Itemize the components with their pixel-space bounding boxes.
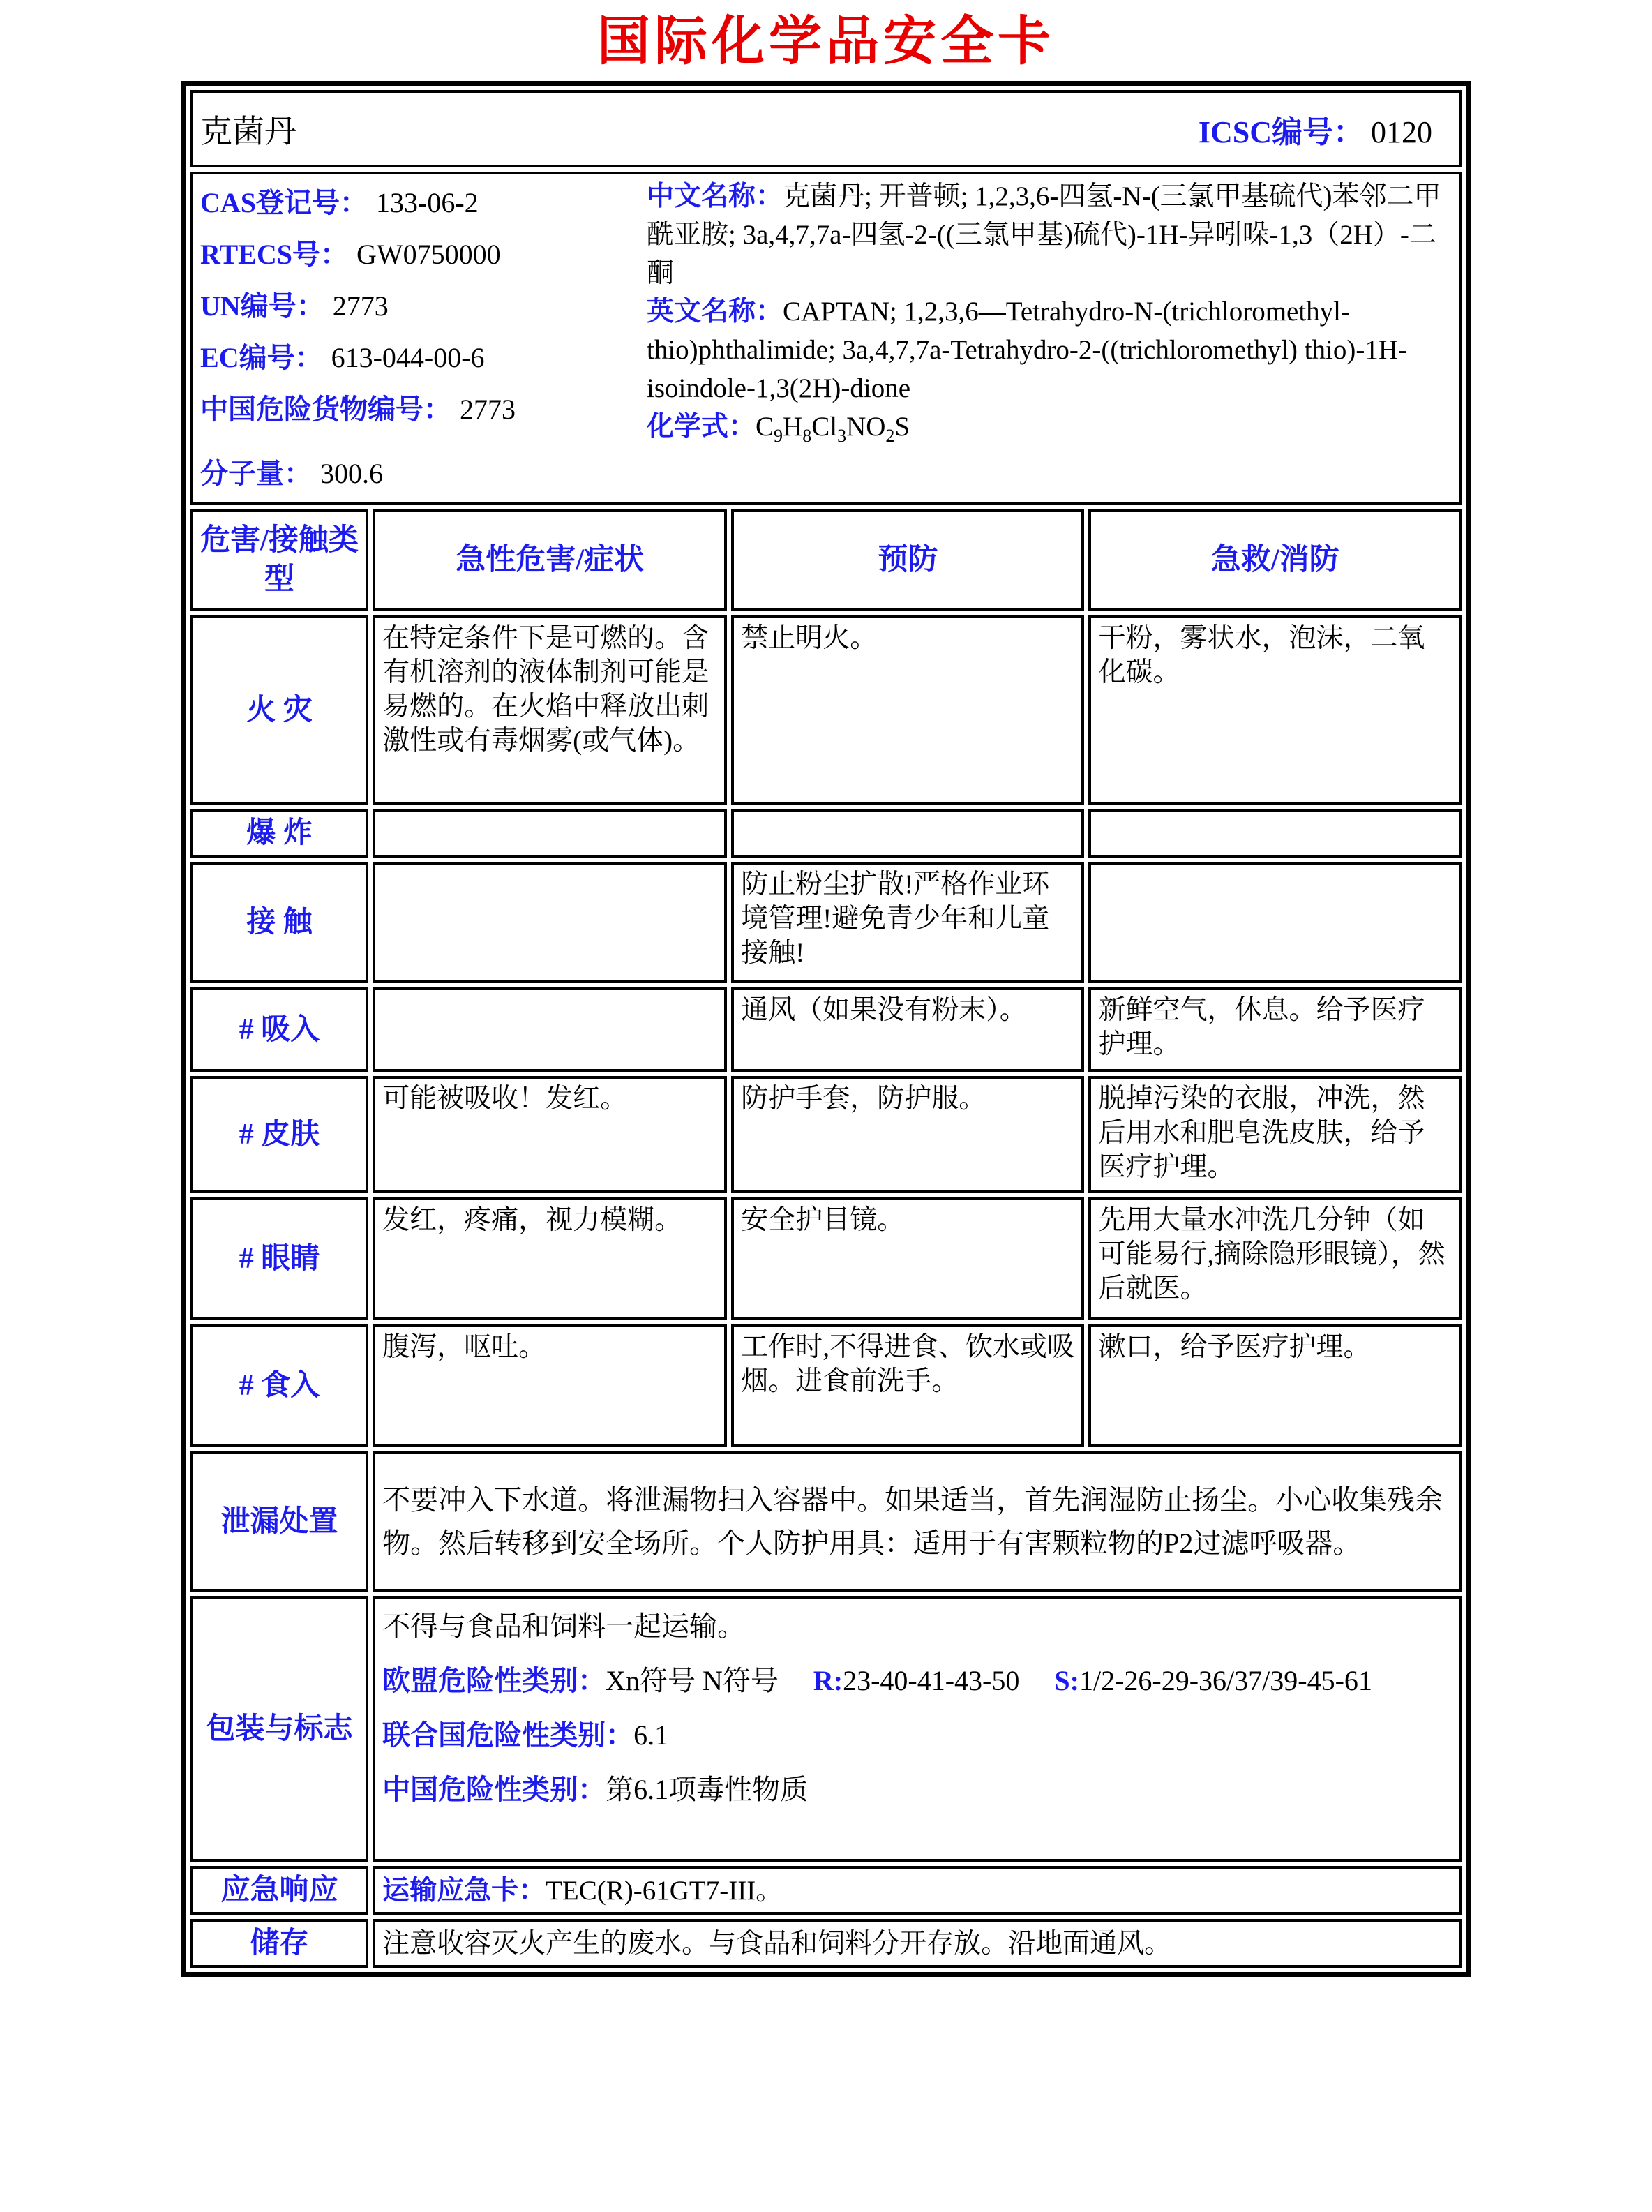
hazard-row-ingestion bbox=[190, 1324, 1462, 1447]
un-class-label: 联合国危险性类别： bbox=[382, 1719, 634, 1751]
emergency-content bbox=[373, 1866, 1462, 1915]
inhalation-symptoms bbox=[373, 987, 727, 1072]
eu-class-label: 欧盟危险性类别： bbox=[382, 1665, 606, 1696]
explosion-response bbox=[1088, 809, 1462, 858]
fire-symptoms: 在特定条件下是可燃的。含有机溶剂的液体制剂可能是易燃的。在火焰中释放出刺激性或有毒烟雾(或气体)。 bbox=[373, 615, 727, 805]
explosion-prevention bbox=[731, 809, 1084, 858]
row-label-spill: 泄漏处置 bbox=[190, 1451, 368, 1592]
skin-prevention: 防护手套，防护服。 bbox=[731, 1076, 1084, 1193]
english-name-label: 英文名称： bbox=[647, 297, 783, 327]
safety-card-table bbox=[181, 81, 1471, 1977]
info-row bbox=[190, 172, 1462, 505]
cn-class-value: 第6.1项毒性物质 bbox=[606, 1774, 809, 1805]
contact-prevention: 防止粉尘扩散!严格作业环境管理!避免青少年和儿童接触! bbox=[731, 862, 1084, 983]
s-value: 1/2-26-29-36/37/39-45-61 bbox=[1079, 1665, 1372, 1696]
chinese-name-value: 克菌丹; 开普顿; 1,2,3,6-四氢-N-(三氯甲基硫代)苯邻二甲酰亚胺; 3a,4,7,7a-四氢-2-((三氯甲基)硫代)-1H-异吲哚-1,3（2H）-二酮 bbox=[647, 181, 1441, 288]
identifier-label: 中国危险货物编号： bbox=[200, 394, 451, 425]
identifier-ec bbox=[200, 332, 647, 384]
transport-card-value: TEC(R)-61GT7-III。 bbox=[546, 1875, 783, 1906]
icsc-number bbox=[1199, 107, 1452, 151]
inhalation-response: 新鲜空气，休息。给予医疗护理。 bbox=[1088, 987, 1462, 1072]
chinese-name-label: 中文名称： bbox=[647, 181, 783, 211]
row-label-emergency: 应急响应 bbox=[190, 1866, 368, 1915]
row-label-explosion: 爆 炸 bbox=[190, 809, 368, 858]
row-label-skin: # 皮肤 bbox=[190, 1076, 368, 1193]
inhalation-prevention: 通风（如果没有粉末）。 bbox=[731, 987, 1084, 1072]
packaging-row bbox=[190, 1596, 1462, 1862]
fire-response: 干粉，雾状水，泡沫，二氧化碳。 bbox=[1088, 615, 1462, 805]
hazard-row-inhalation bbox=[190, 987, 1462, 1072]
header-prevention: 预防 bbox=[731, 509, 1084, 611]
card-header-cell bbox=[190, 90, 1462, 167]
row-label-contact: 接 触 bbox=[190, 862, 368, 983]
identifier-label: RTECS号： bbox=[200, 239, 348, 270]
eyes-symptoms: 发红，疼痛，视力模糊。 bbox=[373, 1197, 727, 1320]
hazard-row-explosion bbox=[190, 809, 1462, 858]
chinese-name-line bbox=[647, 177, 1452, 292]
transport-card-label: 运输应急卡： bbox=[382, 1875, 546, 1906]
skin-symptoms: 可能被吸收！发红。 bbox=[373, 1076, 727, 1193]
formula-line bbox=[647, 408, 1452, 455]
hazard-row-fire bbox=[190, 615, 1462, 805]
hazard-header-row bbox=[190, 509, 1462, 611]
cn-class-label: 中国危险性类别： bbox=[382, 1774, 606, 1805]
english-name-value: CAPTAN; 1,2,3,6—Tetrahydro-N-(trichloromethyl- thio)phthalimide; 3a,4,7,7a-Tetrahydro-2-((trichloromethyl) thio)-1H-isoindole-1,3(2H)-dione bbox=[647, 297, 1408, 403]
eyes-response: 先用大量水冲洗几分钟（如可能易行,摘除隐形眼镜），然后就医。 bbox=[1088, 1197, 1462, 1320]
fire-prevention: 禁止明火。 bbox=[731, 615, 1084, 805]
identifier-value: 2773 bbox=[332, 290, 389, 322]
identifier-un bbox=[200, 281, 647, 332]
identifier-label: UN编号： bbox=[200, 290, 324, 322]
row-label-eyes: # 眼睛 bbox=[190, 1197, 368, 1320]
row-label-fire: 火 灾 bbox=[190, 615, 368, 805]
icsc-value: 0120 bbox=[1371, 114, 1432, 149]
names-block bbox=[647, 177, 1452, 500]
formula-label: 化学式： bbox=[647, 412, 756, 442]
un-class-value: 6.1 bbox=[633, 1719, 669, 1751]
storage-text: 注意收容灭火产生的废水。与食品和饲料分开存放。沿地面通风。 bbox=[373, 1919, 1462, 1968]
card-header-row bbox=[190, 90, 1462, 167]
packaging-transport-line: 不得与食品和饲料一起运输。 bbox=[382, 1611, 746, 1642]
identifier-list bbox=[200, 177, 647, 500]
identifier-label: 分子量： bbox=[200, 458, 312, 489]
row-label-inhalation: # 吸入 bbox=[190, 987, 368, 1072]
row-label-ingestion: # 食入 bbox=[190, 1324, 368, 1447]
ingestion-prevention: 工作时,不得进食、饮水或吸烟。进食前洗手。 bbox=[731, 1324, 1084, 1447]
identifier-cn-dg bbox=[200, 384, 647, 435]
skin-response: 脱掉污染的衣服，冲洗，然后用水和肥皂洗皮肤，给予医疗护理。 bbox=[1088, 1076, 1462, 1193]
identifier-value: 133-06-2 bbox=[376, 187, 479, 218]
english-name-line bbox=[647, 292, 1452, 408]
packaging-content bbox=[373, 1596, 1462, 1862]
identifier-molweight bbox=[200, 448, 647, 500]
packaging-un-line bbox=[382, 1717, 1452, 1754]
chemical-formula: $C_9H_8Cl_3NO_2S$ bbox=[756, 412, 910, 446]
contact-symptoms bbox=[373, 862, 727, 983]
packaging-cn-line bbox=[382, 1772, 1452, 1808]
s-label: S: bbox=[1054, 1665, 1079, 1696]
spill-text: 不要冲入下水道。将泄漏物扫入容器中。如果适当，首先润湿防止扬尘。小心收集残余物。然后转移到安全场所。个人防护用具：适用于有害颗粒物的P2过滤呼吸器。 bbox=[373, 1451, 1462, 1592]
ingestion-symptoms: 腹泻，呕吐。 bbox=[373, 1324, 727, 1447]
row-label-packaging: 包装与标志 bbox=[190, 1596, 368, 1862]
header-response: 急救/消防 bbox=[1088, 509, 1462, 611]
icsc-label: ICSC编号： bbox=[1198, 114, 1364, 149]
storage-row bbox=[190, 1919, 1462, 1968]
identifier-value: 2773 bbox=[460, 394, 516, 425]
eu-symbols: Xn符号 N符号 bbox=[606, 1665, 806, 1696]
hazard-row-contact bbox=[190, 862, 1462, 983]
spill-row bbox=[190, 1451, 1462, 1592]
identifier-label: CAS登记号： bbox=[200, 187, 368, 218]
chemical-name: 克菌丹 bbox=[200, 113, 296, 149]
header-hazard-type: 危害/接触类型 bbox=[190, 509, 368, 611]
hazard-row-skin bbox=[190, 1076, 1462, 1193]
identifier-value: 300.6 bbox=[320, 458, 383, 489]
hazard-row-eyes bbox=[190, 1197, 1462, 1320]
eyes-prevention: 安全护目镜。 bbox=[731, 1197, 1084, 1320]
r-label: R: bbox=[813, 1665, 843, 1696]
packaging-eu-line bbox=[382, 1663, 1452, 1699]
page-title: 国际化学品安全卡 bbox=[597, 13, 1055, 71]
row-label-storage: 储存 bbox=[190, 1919, 368, 1968]
header-symptoms: 急性危害/症状 bbox=[373, 509, 727, 611]
contact-response bbox=[1088, 862, 1462, 983]
emergency-row bbox=[190, 1866, 1462, 1915]
explosion-symptoms bbox=[373, 809, 727, 858]
identifier-rtecs bbox=[200, 229, 647, 281]
identifier-value: 613-044-00-6 bbox=[331, 342, 485, 373]
identifier-label: EC编号： bbox=[200, 342, 323, 373]
identifier-value: GW0750000 bbox=[356, 239, 501, 270]
r-value: 23-40-41-43-50 bbox=[843, 1665, 1048, 1696]
identifier-cas bbox=[200, 177, 647, 229]
ingestion-response: 漱口，给予医疗护理。 bbox=[1088, 1324, 1462, 1447]
info-cell bbox=[190, 172, 1462, 505]
